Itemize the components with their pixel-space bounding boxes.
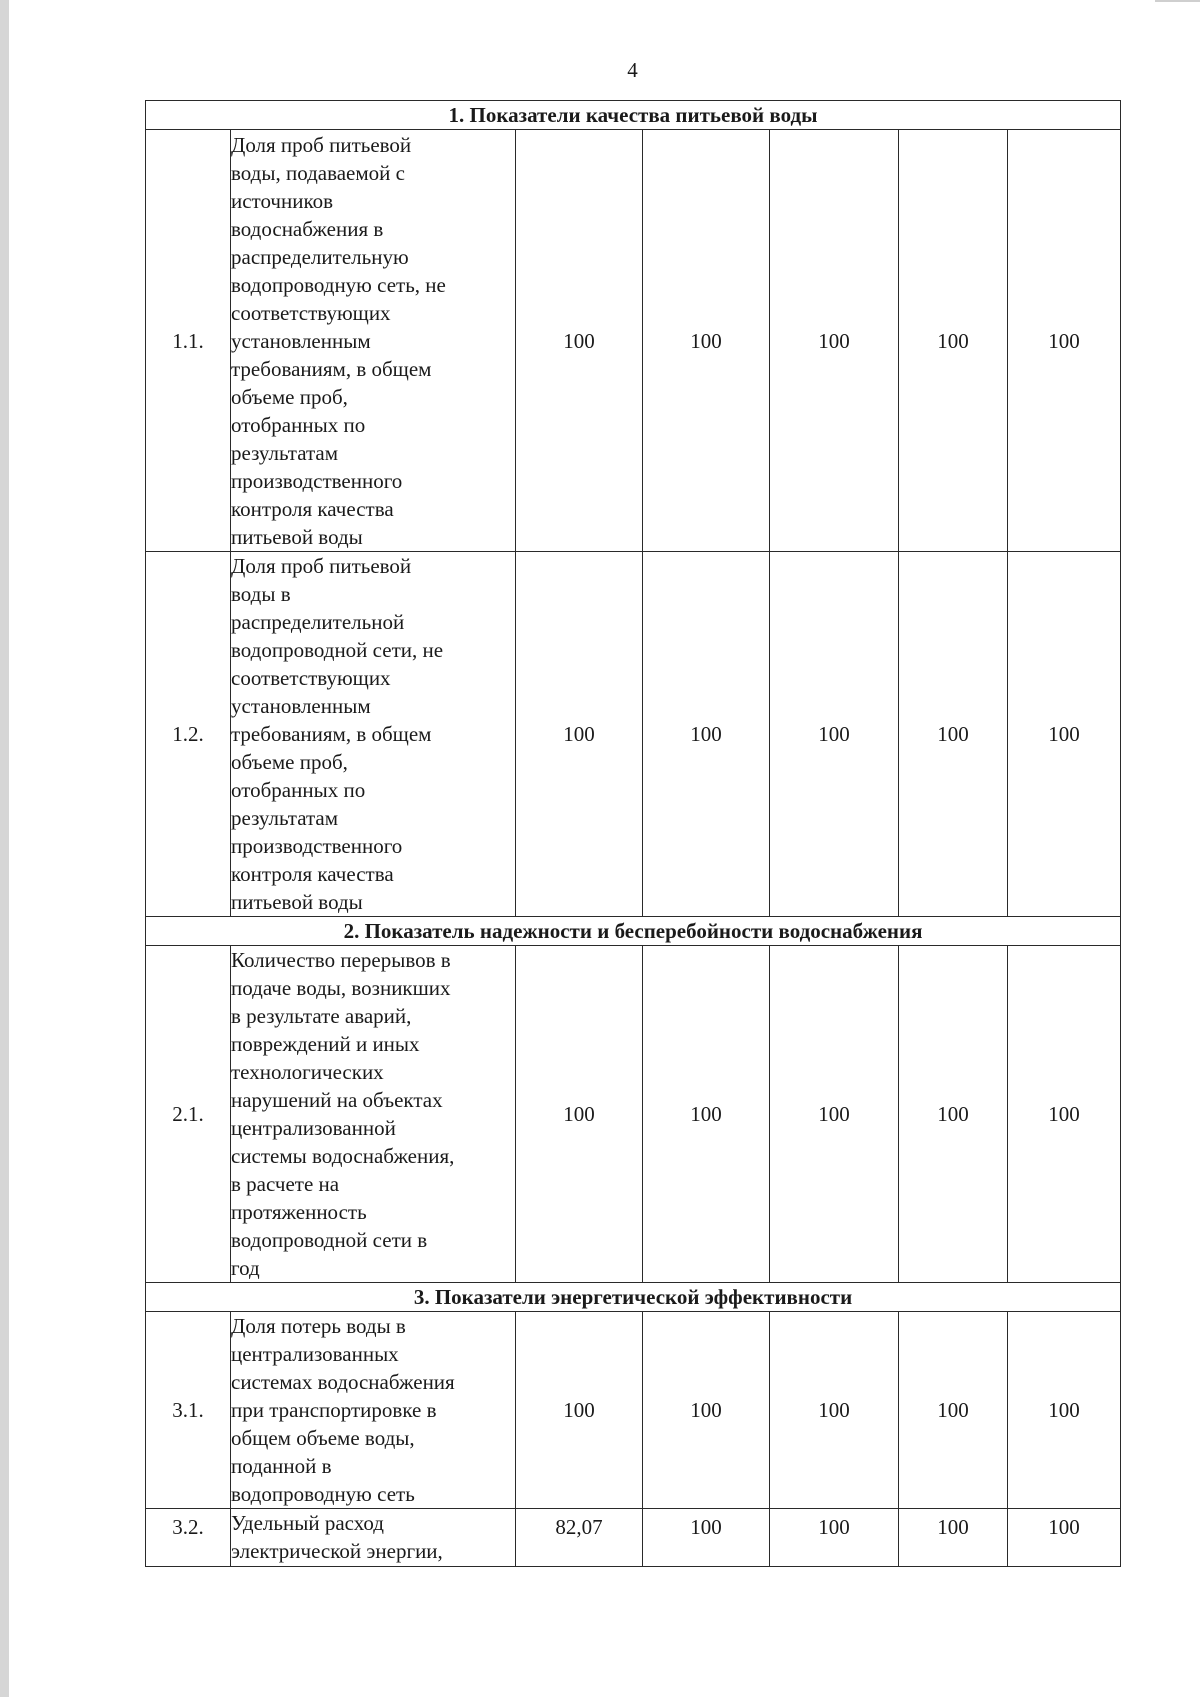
value-cell: 100 xyxy=(516,1312,643,1509)
value-cell: 100 xyxy=(770,552,899,917)
value-cell: 100 xyxy=(643,1312,770,1509)
value-cell: 100 xyxy=(770,130,899,552)
value-cell: 100 xyxy=(899,1312,1008,1509)
value-cell: 100 xyxy=(1008,1509,1121,1567)
section-title: 1. Показатели качества питьевой воды xyxy=(146,101,1121,130)
row-number: 3.2. xyxy=(146,1509,231,1567)
row-description: Удельный расход электрической энергии, xyxy=(231,1509,516,1567)
value-cell: 100 xyxy=(1008,1312,1121,1509)
value-cell: 100 xyxy=(770,1509,899,1567)
page-number: 4 xyxy=(627,58,638,82)
value-cell: 100 xyxy=(643,552,770,917)
value-cell: 100 xyxy=(643,946,770,1283)
row-description: Количество перерывов в подаче воды, возникших в результате аварий, повреждений и иных технологических нарушений на объектах централизованной системы водоснабжения, в расчете на протяженность водопроводной сети в год xyxy=(231,946,516,1283)
table-row xyxy=(146,130,1121,552)
value-cell: 100 xyxy=(516,552,643,917)
row-number: 3.1. xyxy=(146,1312,231,1509)
value-cell: 100 xyxy=(1008,552,1121,917)
value-cell: 100 xyxy=(770,1312,899,1509)
value-cell: 100 xyxy=(516,946,643,1283)
row-number: 2.1. xyxy=(146,946,231,1283)
value-cell: 100 xyxy=(899,130,1008,552)
value-cell: 100 xyxy=(1008,130,1121,552)
value-cell: 100 xyxy=(770,946,899,1283)
row-number: 1.1. xyxy=(146,130,231,552)
value-cell: 100 xyxy=(516,130,643,552)
value-cell: 100 xyxy=(899,1509,1008,1567)
row-number: 1.2. xyxy=(146,552,231,917)
section-header-row xyxy=(146,101,1121,130)
scan-corner-mark xyxy=(1155,0,1200,2)
value-cell: 82,07 xyxy=(516,1509,643,1567)
value-cell: 100 xyxy=(643,130,770,552)
section-header-row xyxy=(146,917,1121,946)
table-row xyxy=(146,552,1121,917)
section-header-row xyxy=(146,1283,1121,1312)
value-cell: 100 xyxy=(899,552,1008,917)
table-row xyxy=(146,1509,1121,1567)
row-description: Доля проб питьевой воды, подаваемой с источников водоснабжения в распределительную водопроводную сеть, не соответствующих установленным требованиям, в общем объеме проб, отобранных по результатам производственного контроля качества питьевой воды xyxy=(231,130,516,552)
table-row xyxy=(146,1312,1121,1509)
table-row xyxy=(146,946,1121,1283)
indicators-table xyxy=(145,100,1121,1567)
value-cell: 100 xyxy=(643,1509,770,1567)
section-title: 3. Показатели энергетической эффективности xyxy=(146,1283,1121,1312)
row-description: Доля потерь воды в централизованных системах водоснабжения при транспортировке в общем объеме воды, поданной в водопроводную сеть xyxy=(231,1312,516,1509)
section-title: 2. Показатель надежности и бесперебойности водоснабжения xyxy=(146,917,1121,946)
row-description: Доля проб питьевой воды в распределительной водопроводной сети, не соответствующих установленным требованиям, в общем объеме проб, отобранных по результатам производственного контроля качества питьевой воды xyxy=(231,552,516,917)
value-cell: 100 xyxy=(1008,946,1121,1283)
value-cell: 100 xyxy=(899,946,1008,1283)
scan-edge-strip xyxy=(0,0,9,1697)
